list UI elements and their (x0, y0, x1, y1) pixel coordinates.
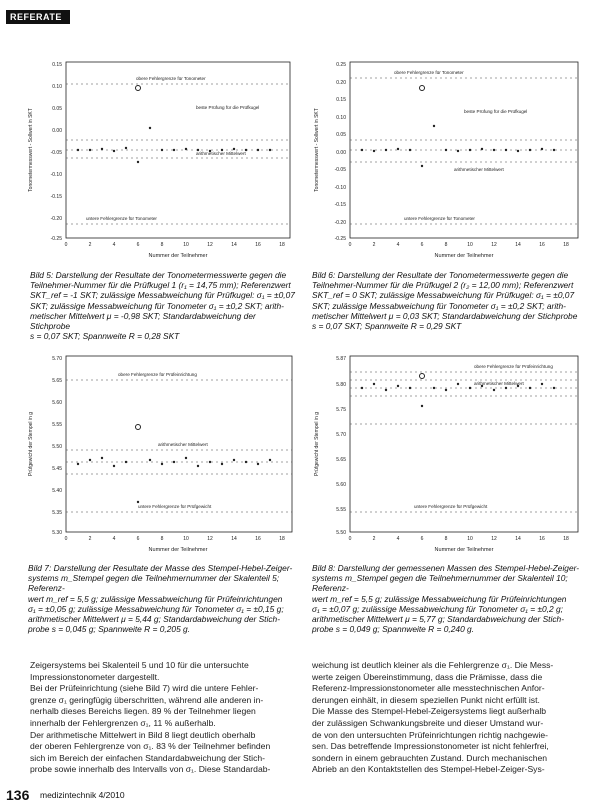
figure-8-ytick: 5.70 (336, 432, 346, 438)
figure-6-yticks (335, 62, 347, 242)
caption-figure-6 (312, 270, 587, 331)
figure-7-plot (18, 352, 296, 558)
figure-5-ytick: 0.05 (52, 106, 62, 112)
caption-line: SKT; zulässige Messabweichung für Tonometer σ₁ = ±0,2 SKT; arith- (312, 300, 566, 311)
figure-5-ytick: -0.10 (50, 172, 62, 178)
figure-8-xtick: 0 (348, 536, 352, 542)
body-line: Impressionstonometer dargestellt. (30, 671, 160, 682)
figure-8-ytick: 5.60 (336, 482, 346, 488)
figure-8-xticks (349, 536, 569, 542)
figure-7-xtick: 16 (255, 536, 261, 542)
figure-5-ann-3: arithmetischer Mittelwert (196, 151, 246, 156)
figure-5-ytick: -0.15 (50, 194, 62, 200)
figure-5-ytick: -0.25 (50, 236, 62, 242)
caption-line: probe s = 0,049 g; Spannweite R = 0,240 g. (312, 624, 475, 635)
figure-6-xtick: 4 (396, 242, 400, 248)
body-column-right (312, 660, 587, 776)
figure-6-ytick: 0.20 (336, 80, 346, 86)
figure-7-xticks (65, 536, 285, 542)
figure-8-grid (350, 372, 578, 512)
caption-figure-5 (30, 270, 298, 341)
caption-figure-8 (312, 563, 587, 634)
figure-5-ytick: -0.20 (50, 216, 62, 222)
figure-7-xtick: 0 (64, 536, 68, 542)
figure-8 (304, 352, 582, 558)
figure-5-xtick: 8 (160, 242, 164, 248)
figure-5-ytick: -0.05 (50, 150, 62, 156)
figure-6-ytick: 0.15 (336, 97, 346, 103)
figure-7-xtick: 14 (231, 536, 237, 542)
figure-6-xtick: 2 (372, 242, 376, 248)
figure-6-xtick: 10 (467, 242, 473, 248)
body-line: der oberen Fehlergrenze von σ₁. 83 % der Teilnehmer befinden (30, 741, 271, 752)
figure-8-xtick: 4 (396, 536, 400, 542)
figure-8-ann-1: obere Fehlergrenze für Prüfeinrichtung (474, 364, 553, 369)
figure-5-xtick: 12 (207, 242, 213, 248)
figure-8-xtick: 2 (372, 536, 376, 542)
body-line: probe sowie innerhalb des Intervalls von σ₁. Diese Standardab- (30, 764, 271, 775)
figure-5-ytick: 0.15 (52, 62, 62, 68)
body-column-left (30, 660, 298, 776)
caption-line: σ₁ = ±0,05 g; zulässige Messabweichung für Tonometer σ₁ = ±0,15 g; (28, 603, 284, 614)
caption-line: metischer Mittelwert μ = -0,98 SKT; Standardabweichung der Stichprobe (30, 310, 256, 332)
figure-5-xtick: 6 (136, 242, 140, 248)
caption-line: s = 0,07 SKT; Spannweite R = 0,29 SKT (312, 321, 462, 332)
caption-line: Teilnehmer-Nummer für die Prüfkugel 2 (r₂ = 12,00 mm); Referenzwert (312, 280, 574, 291)
figure-7-ylabel: Prüfgewicht der Stempel in g (28, 412, 34, 476)
figure-7-xtick: 2 (88, 536, 92, 542)
figure-5-xtick: 2 (88, 242, 92, 248)
figure-5-ytick: 0.00 (52, 128, 62, 134)
figure-8-ann-2: arithmetischer Mittelwert (474, 381, 524, 386)
figure-7-xtick: 18 (279, 536, 285, 542)
figure-6 (304, 58, 582, 264)
body-line: Zeigersystems bei Skalenteil 5 und 10 für die untersuchte (30, 660, 249, 670)
figure-7-xtick: 8 (160, 536, 164, 542)
caption-line: systems m_Stempel gegen die Teilnehmernummer der Skalenteil 10; Referenz- (312, 573, 568, 594)
figure-6-ytick: 0.25 (336, 62, 346, 68)
figure-6-xtick: 14 (515, 242, 521, 248)
figure-5-ylabel: Tonometermesswert - Sollwert in SKT (28, 108, 34, 192)
figure-7-ytick: 5.60 (52, 400, 62, 406)
figure-7-ytick: 5.65 (52, 378, 62, 384)
figure-7-ytick: 5.70 (52, 356, 62, 362)
figure-6-ytick: -0.25 (334, 236, 346, 242)
caption-line: Teilnehmer-Nummer für die Prüfkugel 1 (r₁ = 14,75 mm); Referenzwert (30, 280, 291, 291)
figure-8-xtick: 16 (539, 536, 545, 542)
body-line: sen. Das betreffende Impressionstonometer ist nicht fehlerfrei, (312, 741, 549, 752)
figure-7-ytick: 5.45 (52, 466, 62, 472)
journal-name: medizintechnik 4/2010 (40, 790, 125, 800)
figure-6-ytick: 0.10 (336, 115, 346, 121)
caption-line: systems m_Stempel gegen die Teilnehmernummer der Skalenteil 5; Referenz- (28, 573, 280, 594)
figure-6-ylabel: Tonometermesswert - Sollwert in SKT (314, 108, 320, 192)
body-line: Abrieb an den Kontaktstellen des Stempel-Hebel-Zeiger-Sys- (312, 764, 545, 775)
figure-8-xtick: 8 (444, 536, 448, 542)
figure-6-ytick: -0.05 (334, 167, 346, 173)
figure-6-ytick: 0.05 (336, 132, 346, 138)
figure-7-xtick: 10 (183, 536, 189, 542)
figure-8-xtick: 10 (467, 536, 473, 542)
figure-5-xtick: 10 (183, 242, 189, 248)
body-line: nerhalb dieses Bereichs liegen. 89 % der Teilnehmer liegen (30, 706, 256, 717)
caption-line: Bild 6: Darstellung der Resultate der Tonometermesswerte gegen die (312, 270, 569, 280)
caption-line: SKT; zulässige Messabweichung für Tonometer σ₁ = ±0,2 SKT; arith- (30, 300, 284, 311)
figure-7-ytick: 5.50 (52, 444, 62, 450)
caption-line: probe s = 0,045 g; Spannweite R = 0,205 g. (28, 624, 191, 635)
figure-8-xtick: 6 (420, 536, 424, 542)
figure-6-ytick: -0.20 (334, 220, 346, 226)
figure-6-xtick: 16 (539, 242, 545, 248)
figure-5-ann-1: obere Fehlergrenze für Tonometer (136, 76, 206, 81)
figure-8-points (361, 374, 555, 408)
figure-8-plot (304, 352, 582, 558)
figure-8-ytick: 5.65 (336, 457, 346, 463)
figure-6-xticks (349, 242, 569, 248)
body-line: grenze σ₁ geringfügig überschritten, während alle anderen in- (30, 694, 264, 705)
figure-6-points (361, 86, 555, 168)
figure-7-xtick: 4 (112, 536, 116, 542)
figure-8-ytick: 5.80 (336, 382, 346, 388)
figure-5-plot (16, 58, 294, 264)
figure-7-yticks (52, 356, 62, 536)
caption-line: wert m_ref = 5,5 g; zulässige Messabweichung für Prüfeinrichtungen (312, 593, 567, 604)
figure-6-xlabel: Nummer der Teilnehmer (434, 253, 494, 259)
caption-line: Bild 8: Darstellung der gemessenen Massen des Stempel-Hebel-Zeiger- (312, 563, 580, 573)
figure-5-xtick: 14 (231, 242, 237, 248)
figure-7-xtick: 12 (207, 536, 213, 542)
figure-7-ytick: 5.40 (52, 488, 62, 494)
caption-line: wert m_ref = 5,5 g; zulässige Messabweichung für Prüfeinrichtungen (28, 593, 283, 604)
body-line: innerhalb der Fehlergrenzen σ₁, 11 % außerhalb. (30, 717, 216, 728)
caption-line: arithmetischer Mittelwert μ = 5,77 g; Standardabweichung der Stich- (312, 614, 565, 625)
body-line: Bei der Prüfeinrichtung (siehe Bild 7) wird die untere Fehler- (30, 683, 259, 694)
figure-8-ytick: 5.75 (336, 407, 346, 413)
caption-line: σ₁ = ±0,07 g; zulässige Messabweichung für Tonometer σ₁ = ±0,2 g; (312, 603, 563, 614)
caption-line: s = 0,07 SKT; Spannweite R = 0,28 SKT (30, 331, 180, 342)
figure-6-grid (350, 78, 578, 224)
figure-5-xtick: 4 (112, 242, 116, 248)
figure-6-ytick: -0.10 (334, 185, 346, 191)
figure-8-ytick: 5.50 (336, 530, 346, 536)
figure-7-ytick: 5.30 (52, 530, 62, 536)
caption-line: arithmetischer Mittelwert μ = 5,44 g; Standardabweichung der Stich- (28, 614, 281, 625)
figure-5-ann-2: beste Prüfung für die Prüfkugel (196, 105, 260, 110)
figure-7-xtick: 6 (136, 536, 140, 542)
body-line: werte zeigen Übereinstimmung, dass die Prämisse, dass die (312, 671, 543, 682)
figure-8-ann-3: untere Fehlergrenze für Prüfgewicht (414, 504, 488, 509)
body-line: sondern in einem gebrauchten Zustand. Durch mechanischen (312, 752, 548, 763)
caption-line: SKT_ref = 0 SKT; zulässige Messabweichung für Prüfkugel: σ₁ = ±0,07 (312, 290, 575, 301)
figure-8-xtick: 12 (491, 536, 497, 542)
caption-line: Bild 5: Darstellung der Resultate der Tonometermesswerte gegen die (30, 270, 287, 280)
figure-7-ytick: 5.55 (52, 422, 62, 428)
body-line: Der arithmetische Mittelwert in Bild 8 liegt deutlich oberhalb (30, 729, 256, 740)
body-line: Die Masse des Stempel-Hebel-Zeigersystems liegt außerhalb (312, 706, 547, 717)
caption-line: Bild 7: Darstellung der Resultate der Masse des Stempel-Hebel-Zeiger- (28, 563, 293, 573)
figure-7 (18, 352, 296, 558)
figure-5 (16, 58, 294, 264)
figure-6-ann-4: untere Fehlergrenze für Tonometer (404, 216, 475, 221)
figure-7-ann-3: untere Fehlergrenze für Prüfgewicht (138, 504, 212, 509)
body-line: sich im Bereich der einfachen Standardabweichung der Stich- (30, 752, 266, 763)
figure-7-xlabel: Nummer der Teilnehmer (148, 547, 208, 553)
figure-6-ytick: 0.00 (336, 150, 346, 156)
figure-6-xtick: 18 (563, 242, 569, 248)
figure-7-ann-2: arithmetischer Mittelwert (158, 442, 208, 447)
figure-7-ann-1: obere Fehlergrenze für Prüfeinrichtung (118, 372, 197, 377)
figure-8-ytick: 5.87 (336, 356, 346, 362)
figure-7-points (77, 425, 271, 504)
body-line: weichung ist deutlich kleiner als die Fehlergrenze σ₁. Die Mess- (312, 660, 554, 670)
figure-8-ytick: 5.55 (336, 507, 346, 513)
page-footer (0, 783, 602, 805)
caption-line: metischer Mittelwert μ = 0,03 SKT; Standardabweichung der Stichprobe (312, 310, 578, 321)
body-line: de von den untersuchten Prüfeinrichtungen richtig nachgewie- (312, 729, 549, 740)
figure-6-ytick: -0.15 (334, 202, 346, 208)
figure-6-xtick: 8 (444, 242, 448, 248)
figure-6-ann-1: obere Fehlergrenze für Tonometer (394, 70, 464, 75)
figure-5-xtick: 0 (64, 242, 68, 248)
figure-5-xtick: 18 (279, 242, 285, 248)
figure-6-xtick: 6 (420, 242, 424, 248)
figure-8-ylabel: Prüfgewicht der Stempel in g (314, 412, 320, 476)
figure-6-ann-3: arithmetischer Mittelwert (454, 167, 504, 172)
figure-8-xlabel: Nummer der Teilnehmer (434, 547, 494, 553)
figure-5-xtick: 16 (255, 242, 261, 248)
figure-6-plot (304, 58, 582, 264)
figure-5-xticks (65, 242, 285, 248)
body-line: der zulässigen Schwankungsbreite und dieser Umstand wur- (312, 717, 544, 728)
caption-figure-7 (28, 563, 300, 634)
figure-8-xtick: 14 (515, 536, 521, 542)
figure-5-xlabel: Nummer der Teilnehmer (148, 253, 208, 259)
figure-6-xtick: 12 (491, 242, 497, 248)
figure-8-xtick: 18 (563, 536, 569, 542)
figure-5-ann-4: untere Fehlergrenze für Tonometer (86, 216, 157, 221)
figure-7-ytick: 5.35 (52, 510, 62, 516)
figure-5-yticks (51, 62, 63, 242)
body-line: Referenz-Impressionstonometer alle messtechnischen Anfor- (312, 683, 545, 694)
body-line: derungen einhält, in diesem speziellen Punkt nicht erfüllt ist. (312, 694, 540, 705)
figure-8-yticks (336, 356, 346, 536)
figure-5-ytick: 0.10 (52, 84, 62, 90)
figure-6-xtick: 0 (348, 242, 352, 248)
page-number: 136 (6, 787, 30, 803)
figure-6-ann-2: beste Prüfung für die Prüfkugel (464, 109, 528, 114)
section-tag: REFERATE (6, 10, 70, 24)
caption-line: SKT_ref = -1 SKT; zulässige Messabweichung für Prüfkugel: σ₁ = ±0,07 (30, 290, 295, 301)
